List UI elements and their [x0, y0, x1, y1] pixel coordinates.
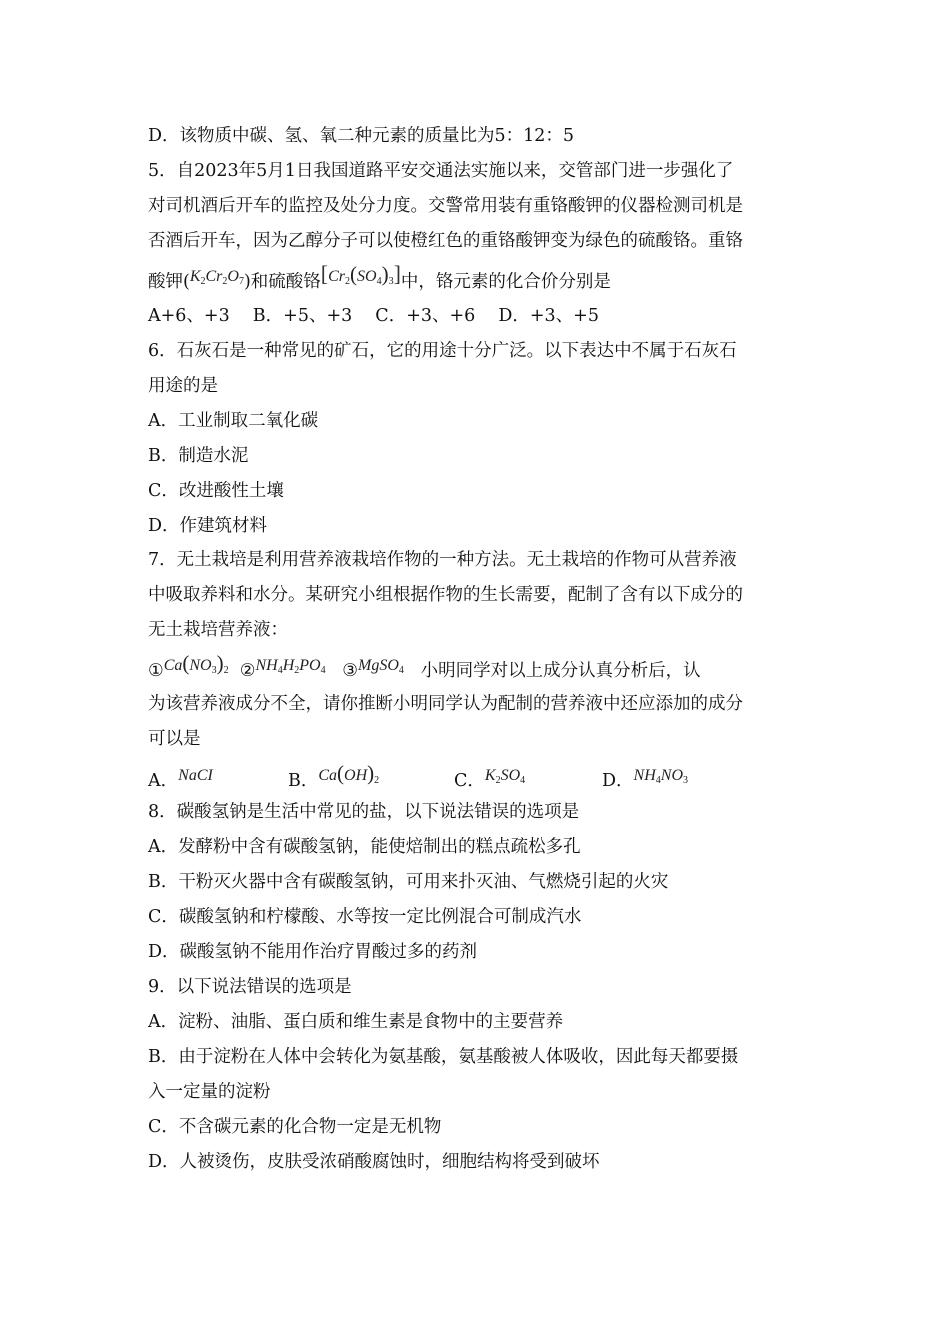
q8-option-a: A．发酵粉中含有碳酸氢钠，能使焙制出的糕点疏松多孔 [148, 837, 581, 857]
q7-stem-line-5: 为该营养液成分不全，请你推断小明同学认为配制的营养液中还应添加的成分 [148, 694, 743, 714]
formula-k2cr2o7: $K_2Cr_2O_7$ [189, 268, 244, 287]
formula-nacl: NaCI [178, 767, 213, 784]
q6-option-b: B．制造水泥 [148, 446, 249, 466]
formula-nh4no3: $NH_4NO_3$ [633, 767, 688, 786]
q5-stem-line-3: 否酒后开车，因为乙醇分子可以使橙红色的重铬酸钾变为绿色的硫酸铬。重铬 [148, 231, 743, 251]
q7-option-d: D．$NH_4NO_3$ [602, 767, 688, 791]
q9-option-a: A．淀粉、油脂、蛋白质和维生素是食物中的主要营养 [148, 1012, 564, 1032]
q7-option-b: B．$Ca(OH)_2$ [288, 761, 380, 791]
q7-stem-line-6: 可以是 [148, 729, 201, 749]
formula-nh4h2po4: $NH_4H_2PO_4$ [255, 657, 326, 676]
q8-stem: 8．碳酸氢钠是生活中常见的盐，以下说法错误的选项是 [148, 802, 580, 822]
q5-options: A+6、+3 B．+5、+3 C．+3、+6 D．+3、+5 [148, 306, 599, 326]
q7-stem-line-1: 7．无土栽培是利用营养液栽培作物的一种方法。无土栽培的作物可从营养液 [148, 550, 737, 570]
q6-stem-line-2: 用途的是 [148, 376, 218, 396]
q5-stem-line-4: 酸钾$(K_2Cr_2O_7)$和硫酸铬$[Cr_2(SO_4)_3]$中，铬元素的化合价分别是 [148, 261, 611, 292]
q9-option-d: D．人被烫伤，皮肤受浓硝酸腐蚀时，细胞结构将受到破坏 [148, 1152, 600, 1172]
formula-ca-oh-2: $Ca(OH)_2$ [318, 761, 380, 786]
q6-option-a: A．工业制取二氧化碳 [148, 411, 319, 431]
q4-option-d: D．该物质中碳、氢、氧二种元素的质量比为5：12：5 [148, 126, 575, 146]
q5-stem-line-1: 5．自2023年5月1日我国道路平安交通法实施以来，交管部门进一步强化了 [148, 161, 734, 181]
q6-option-d: D．作建筑材料 [148, 516, 268, 536]
q7-option-c: C．$K_2SO_4$ [454, 767, 526, 791]
q9-option-c: C．不含碳元素的化合物一定是无机物 [148, 1117, 442, 1137]
q7-stem-line-2: 中吸取养料和水分。某研究小组根据作物的生长需要，配制了含有以下成分的 [148, 585, 743, 605]
q7-ingredients-line: $①Ca(NO_3)_2$ $②NH_4H_2PO_4$ ③MgSO$_4$ 小明同学对以上成分认真分析后，认 [148, 651, 701, 681]
q9-option-b-line-2: 入一定量的淀粉 [148, 1082, 271, 1102]
q7-stem-line-3: 无土栽培营养液： [148, 620, 288, 640]
q9-stem: 9．以下说法错误的选项是 [148, 977, 352, 997]
formula-ca-no3-2: $Ca(NO_3)_2$ [163, 651, 229, 676]
q8-option-b: B．干粉灭火器中含有碳酸氢钠，可用来扑灭油、气燃烧引起的火灾 [148, 872, 669, 892]
formula-mgso4: MgSO$_4$ [357, 657, 404, 676]
formula-cr2so43: $[Cr_2(SO_4)_3]$ [320, 261, 401, 287]
q5-stem-line-2: 对司机酒后开车的监控及处分力度。交警常用装有重铬酸钾的仪器检测司机是 [148, 196, 743, 216]
q7-option-a: A．NaCI [148, 767, 213, 791]
q8-option-d: D．碳酸氢钠不能用作治疗胃酸过多的药剂 [148, 942, 478, 962]
q7-options [148, 761, 830, 799]
q8-option-c: C．碳酸氢钠和柠檬酸、水等按一定比例混合可制成汽水 [148, 907, 582, 927]
q6-stem-line-1: 6．石灰石是一种常见的矿石，它的用途十分广泛。以下表达中不属于石灰石 [148, 341, 737, 361]
formula-k2so4: $K_2SO_4$ [484, 767, 526, 786]
q9-option-b-line-1: B．由于淀粉在人体中会转化为氨基酸，氨基酸被人体吸收，因此每天都要摄 [148, 1047, 739, 1067]
q6-option-c: C．改进酸性土壤 [148, 481, 284, 501]
